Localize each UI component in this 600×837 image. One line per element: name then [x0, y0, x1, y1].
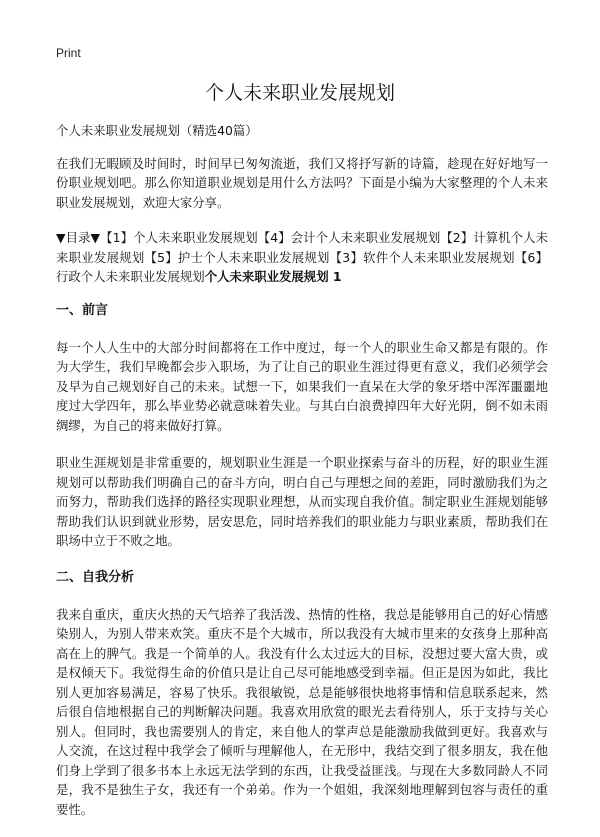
page-title: 个人未来职业发展规划: [204, 82, 395, 104]
toc-current-heading: 个人未来职业发展规划 1: [204, 269, 342, 284]
table-of-contents: [56, 228, 548, 287]
print-link[interactable]: Print: [56, 46, 81, 60]
preface-paragraph-2: 职业生涯规划是非常重要的，规划职业生涯是一个职业探索与奋斗的历程，好的职业生涯规划可以帮助我们明确自己的奋斗方向，明白自己与理想之间的差距，同时激励我们为之而努力，帮助我们选择的路径实现职业理想，从而实现自我价值。制定职业生涯规划能够帮助我们认识到就业形势，居安思危，同时培养我们的职业能力与职业素质，帮助我们在职场中立于不败之地。: [56, 455, 548, 548]
section-heading-preface: 一、前言: [56, 302, 109, 318]
document-subtitle: 个人未来职业发展规划（精选40篇）: [56, 123, 258, 138]
document-body: [56, 121, 548, 837]
self-analysis-paragraph-1: 我来自重庆，重庆火热的天气培养了我活泼、热情的性格，我总是能够用自己的好心情感染别人，为别人带来欢笑。重庆不是个大城市，所以我没有大城市里来的女孩身上那种高高在上的脾气。我是一个简单的人。我没有什么太过远大的目标，没想过要大富大贵，或是权倾天下。我觉得生命的价值只是让自己尽可能地感受到幸福。但正是因为如此，我比别人更加容易满足，容易了快乐。我很敏锐，总是能够很快地将事情和信息联系起来，然后很自信地根据自己的判断解决问题。我喜欢用欣赏的眼光去看待别人，乐于支持与关心别人。但同时，我也需要别人的肯定，来自他人的掌声总是能激励我做到更好。我喜欢与人交流，在这过程中我学会了倾听与理解他人，在无形中，我结交到了很多朋友，我在他们身上学到了很多书本上永远无法学到的东西，让我受益匪浅。与现在大多数同龄人不同是，我不是独生子女，我还有一个弟弟。作为一个姐姐，我深刻地理解到包容与责任的重要性。: [56, 606, 548, 817]
intro-paragraph: 在我们无暇顾及时间时，时间早已匆匆流逝，我们又将抒写新的诗篇，趁现在好好地写一份职业规划吧。那么你知道职业规划是用什么方法吗？下面是小编为大家整理的个人未来职业发展规划，欢迎大家分享。: [56, 155, 548, 210]
section-heading-self-analysis: 二、自我分析: [56, 569, 135, 585]
preface-paragraph-1: 每一个人人生中的大部分时间都将在工作中度过，每一个人的职业生命又都是有限的。作为大学生，我们早晚都会步入职场，为了让自己的职业生涯过得更有意义，我们必须学会及早为自己规划好自己的未来。试想一下，如果我们一直呆在大学的象牙塔中浑浑噩噩地度过大学四年，那么毕业势必就意味着失业。与其白白浪费掉四年大好光阴，倒不如未雨绸缪，为自己的将来做好打算。: [56, 339, 548, 433]
toc-links[interactable]: ▼目录▼【1】个人未来职业发展规划【4】会计个人未来职业发展规划【2】计算机个人未来职业发展规划【5】护士个人未来职业发展规划【3】软件个人未来职业发展规划【6】行政个人未来职业发展规划: [56, 230, 548, 284]
